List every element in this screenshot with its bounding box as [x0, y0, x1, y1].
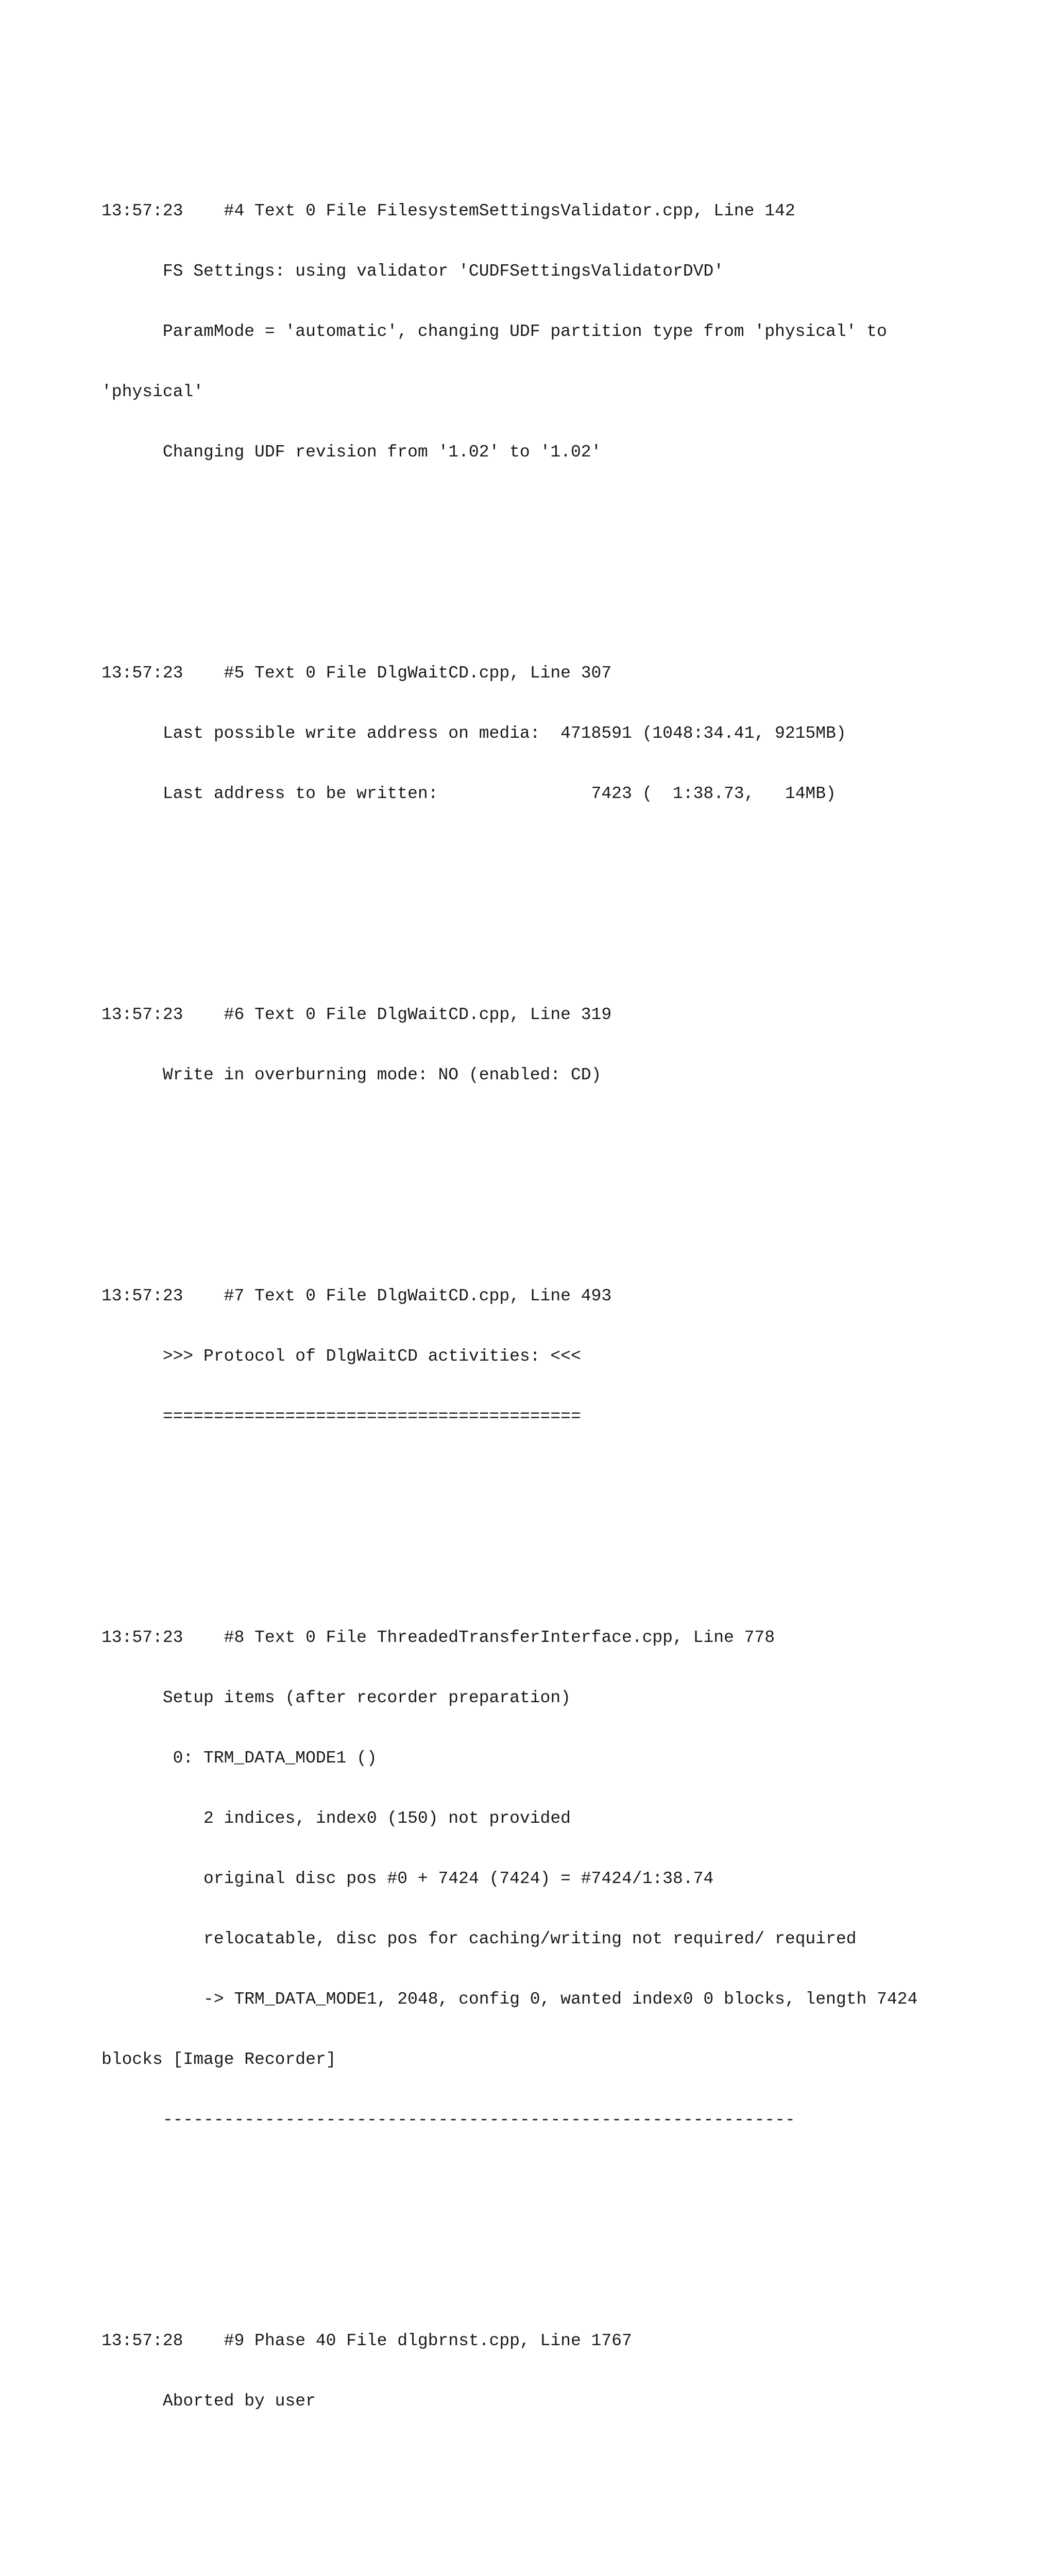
- log-entry: [101, 1246, 1029, 1467]
- log-entry-line: ParamMode = 'automatic', changing UDF partition type from 'physical' to: [101, 322, 887, 341]
- log-entry-line: Write in overburning mode: NO (enabled: CD): [101, 1065, 602, 1084]
- log-entry-line: >>> Protocol of DlgWaitCD activities: <<<: [101, 1347, 581, 1366]
- log-document: [101, 121, 1029, 2576]
- spacer: [101, 1507, 1029, 1527]
- log-entry-line: Changing UDF revision from '1.02' to '1.02': [101, 443, 602, 462]
- log-entry-header: 13:57:28 #9 Phase 40 File dlgbrnst.cpp, Line 1767: [101, 2331, 632, 2350]
- log-entry-line: Last address to be written: 7423 ( 1:38.73, 14MB): [101, 784, 836, 803]
- spacer: [101, 543, 1029, 563]
- log-entry-line: Aborted by user: [101, 2392, 316, 2411]
- log-entry-line: blocks [Image Recorder]: [101, 2050, 336, 2069]
- log-entry: [101, 161, 1029, 502]
- log-entry-line: Setup items (after recorder preparation): [101, 1688, 571, 1707]
- log-entry-line: original disc pos #0 + 7424 (7424) = #7424/1:38.74: [101, 1869, 714, 1888]
- log-entry-line: Last possible write address on media: 4718591 (1048:34.41, 9215MB): [101, 724, 846, 743]
- log-entry-line: --------------------------------------------------------------: [101, 2110, 795, 2129]
- log-entry-header: 13:57:23 #4 Text 0 File FilesystemSettingsValidator.cpp, Line 142: [101, 201, 795, 221]
- log-entry: [101, 623, 1029, 844]
- log-entry: [101, 2291, 1029, 2451]
- spacer: [101, 1165, 1029, 1185]
- log-entry-header: 13:57:23 #5 Text 0 File DlgWaitCD.cpp, Line 307: [101, 664, 612, 683]
- log-entry-header: 13:57:23 #7 Text 0 File DlgWaitCD.cpp, Line 493: [101, 1286, 612, 1306]
- log-entry-header: 13:57:23 #8 Text 0 File ThreadedTransferInterface.cpp, Line 778: [101, 1628, 775, 1647]
- log-entry-line: -> TRM_DATA_MODE1, 2048, config 0, wanted index0 0 blocks, length 7424: [101, 1990, 918, 2009]
- log-entry-line: relocatable, disc pos for caching/writing not required/ required: [101, 1929, 857, 1948]
- log-entry: [101, 2572, 1029, 2576]
- log-entry-line: 2 indices, index0 (150) not provided: [101, 1809, 571, 1828]
- log-entry-line: FS Settings: using validator 'CUDFSettingsValidatorDVD': [101, 262, 724, 281]
- spacer: [101, 2492, 1029, 2512]
- log-entry: [101, 964, 1029, 1125]
- log-entry-header: 13:57:23 #6 Text 0 File DlgWaitCD.cpp, Line 319: [101, 1005, 612, 1024]
- log-entry-line: 0: TRM_DATA_MODE1 (): [101, 1749, 377, 1768]
- spacer: [101, 2210, 1029, 2230]
- spacer: [101, 884, 1029, 904]
- log-entry: [101, 1587, 1029, 2170]
- log-entry-line: =========================================: [101, 1407, 581, 1426]
- log-entry-line: 'physical': [101, 382, 204, 401]
